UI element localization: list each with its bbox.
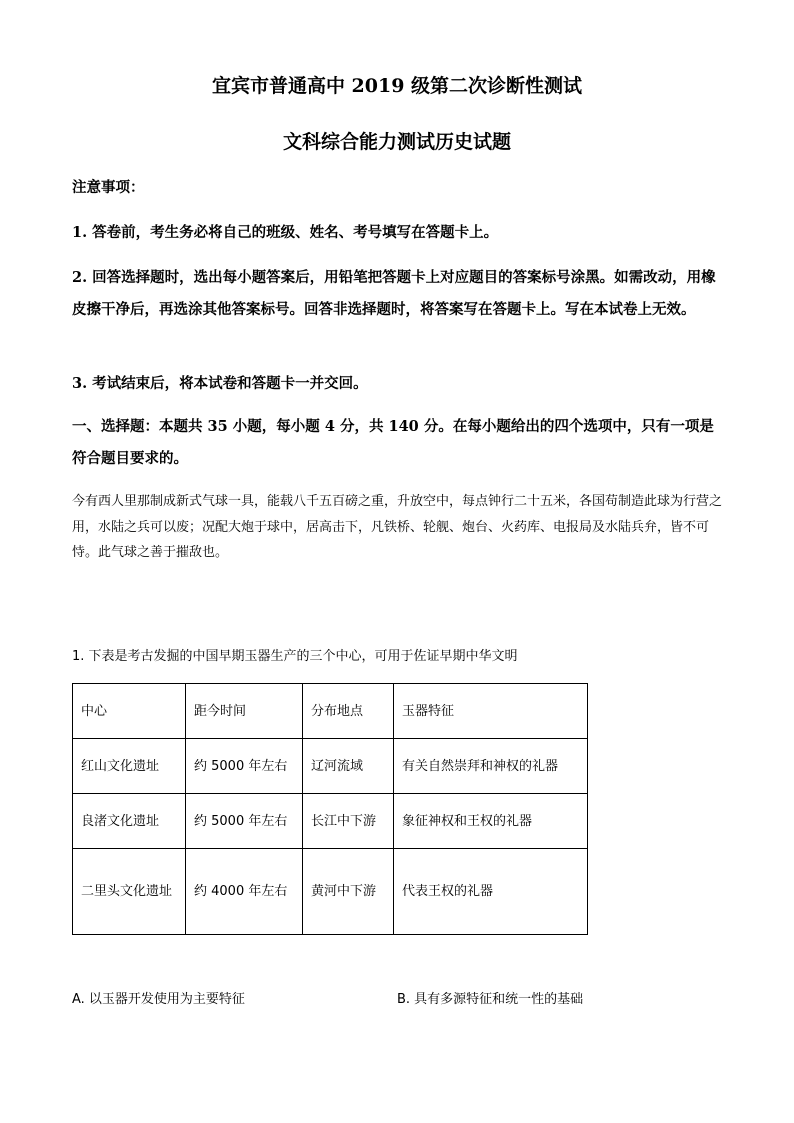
table-cell: 二里头文化遗址 bbox=[73, 849, 186, 935]
notes-item-1: 1. 答卷前，考生务必将自己的班级、姓名、考号填写在答题卡上。 bbox=[72, 224, 499, 241]
table-row bbox=[73, 739, 588, 794]
notes-item-2: 2. 回答选择题时，选出每小题答案后，用铅笔把答题卡上对应题目的答案标号涂黑。如需改动，用橡皮擦干净后，再选涂其他答案标号。回答非选择题时，将答案写在答题卡上。写在本试卷上无效。 bbox=[72, 269, 716, 318]
notes-item-3: 3. 考试结束后，将本试卷和答题卡一并交回。 bbox=[72, 375, 368, 392]
passage-text: 今有西人里那制成新式气球一具，能载八千五百磅之重，升放空中，每点钟行二十五米，各国苟制造此球为行营之用，水陆之兵可以废；况配大炮于球中，居高击下，凡铁桥、轮舰、炮台、火药库、电报局及水陆兵弁，皆不可恃。此气球之善于摧敌也。 bbox=[72, 494, 723, 560]
table-cell: 红山文化遗址 bbox=[73, 739, 186, 794]
table-cell: 有关自然崇拜和神权的礼器 bbox=[394, 739, 588, 794]
table-header-row bbox=[73, 684, 588, 739]
table-row bbox=[73, 794, 588, 849]
question-1-stem: 1. 下表是考古发掘的中国早期玉器生产的三个中心，可用于佐证早期中华文明 bbox=[72, 649, 518, 664]
table-header-cell: 分布地点 bbox=[303, 684, 394, 739]
table-header-cell: 玉器特征 bbox=[394, 684, 588, 739]
exam-title: 宜宾市普通高中 2019 级第二次诊断性测试 bbox=[211, 75, 583, 97]
option-a: A. 以玉器开发使用为主要特征 bbox=[72, 992, 245, 1007]
table-header-cell: 距今时间 bbox=[186, 684, 303, 739]
table-cell: 良渚文化遗址 bbox=[73, 794, 186, 849]
table-cell: 长江中下游 bbox=[303, 794, 394, 849]
option-b: B. 具有多源特征和统一性的基础 bbox=[397, 992, 584, 1007]
jade-centers-table bbox=[72, 683, 588, 935]
table-cell: 代表王权的礼器 bbox=[394, 849, 588, 935]
table-cell: 黄河中下游 bbox=[303, 849, 394, 935]
table-cell: 约 4000 年左右 bbox=[186, 849, 303, 935]
exam-subtitle: 文科综合能力测试历史试题 bbox=[282, 131, 511, 153]
table-cell: 约 5000 年左右 bbox=[186, 739, 303, 794]
table-cell: 约 5000 年左右 bbox=[186, 794, 303, 849]
table-cell: 象征神权和王权的礼器 bbox=[394, 794, 588, 849]
table-header-cell: 中心 bbox=[73, 684, 186, 739]
notes-heading: 注意事项： bbox=[72, 179, 145, 196]
section-heading: 一、选择题：本题共 35 小题，每小题 4 分，共 140 分。在每小题给出的四个选项中，只有一项是符合题目要求的。 bbox=[72, 418, 714, 467]
table-row bbox=[73, 849, 588, 935]
table-cell: 辽河流域 bbox=[303, 739, 394, 794]
